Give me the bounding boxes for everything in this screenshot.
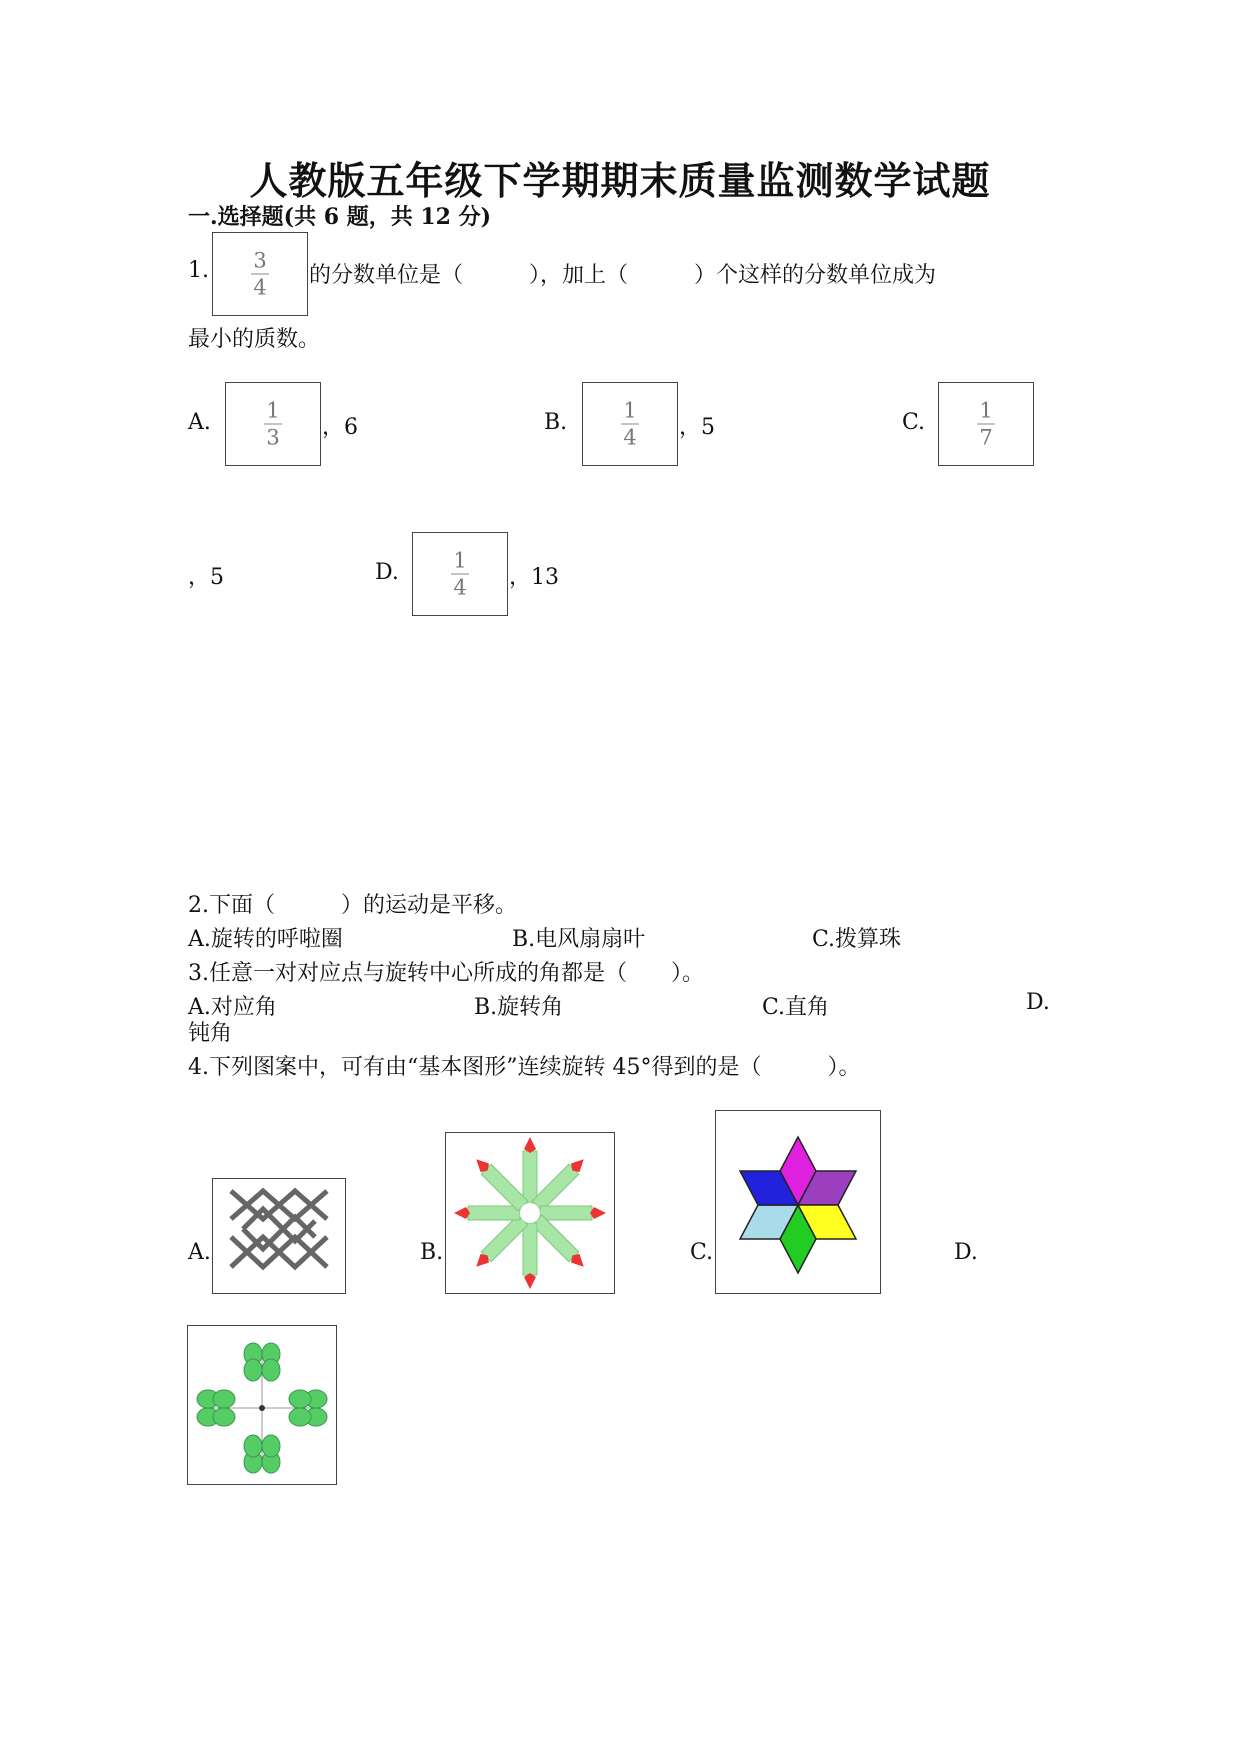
colored-star-figure [716,1111,880,1293]
q3-option-c: C.直角 [762,995,830,1020]
q3-option-a: A.对应角 [188,995,277,1020]
q1-option-a-value: ，6 [322,415,358,440]
q1-option-d-value: ，13 [509,565,559,590]
q2-option-c: C.拨算珠 [812,927,902,952]
clover-figure [188,1326,336,1484]
q1-number: 1. [188,258,209,283]
q1-option-c-label: C. [902,410,926,435]
q1-option-d-label: D. [375,560,399,585]
q1-option-c-value: ，5 [188,565,224,590]
q1-option-d-fraction: 1 4 [412,532,508,616]
candle-star-figure [446,1133,614,1293]
q2-text: 2.下面（ ）的运动是平移。 [188,893,517,918]
q1-fraction-image: 3 4 [212,232,308,316]
q1-text-line2: 最小的质数。 [188,327,321,352]
q3-option-d-label: D. [1026,990,1050,1015]
q1-option-a-fraction: 1 3 [225,382,321,466]
q3-option-d-text: 钝角 [188,1021,233,1046]
q4-option-a-label: A. [188,1240,211,1265]
q1-option-c-fraction: 1 7 [938,382,1034,466]
q2-option-b: B.电风扇扇叶 [512,927,646,952]
q4-text: 4.下列图案中，可有由“基本图形”连续旋转 45°得到的是（ ）。 [188,1055,861,1080]
q3-text: 3.任意一对对应点与旋转中心所成的角都是（ ）。 [188,961,704,986]
q4-option-b-label: B. [420,1240,444,1265]
q1-text-line1: 的分数单位是（ ），加上（ ）个这样的分数单位成为 [309,263,937,288]
q1-option-b-label: B. [544,410,568,435]
q4-option-a-image [212,1178,346,1294]
x-pattern-figure [213,1179,345,1293]
q1-option-b-fraction: 1 4 [582,382,678,466]
q4-option-c-label: C. [690,1240,714,1265]
q4-option-d-label: D. [954,1240,978,1265]
q4-option-c-image [715,1110,881,1294]
q1-option-a-label: A. [188,410,211,435]
page-title: 人教版五年级下学期期末质量监测数学试题 [249,158,991,203]
q1-option-b-value: ，5 [679,415,715,440]
q4-option-b-image [445,1132,615,1294]
q4-option-d-image [187,1325,337,1485]
q3-option-b: B.旋转角 [474,995,564,1020]
q2-option-a: A.旋转的呼啦圈 [188,927,343,952]
section-heading: 一.选择题(共 6 题，共 12 分) [188,204,492,230]
